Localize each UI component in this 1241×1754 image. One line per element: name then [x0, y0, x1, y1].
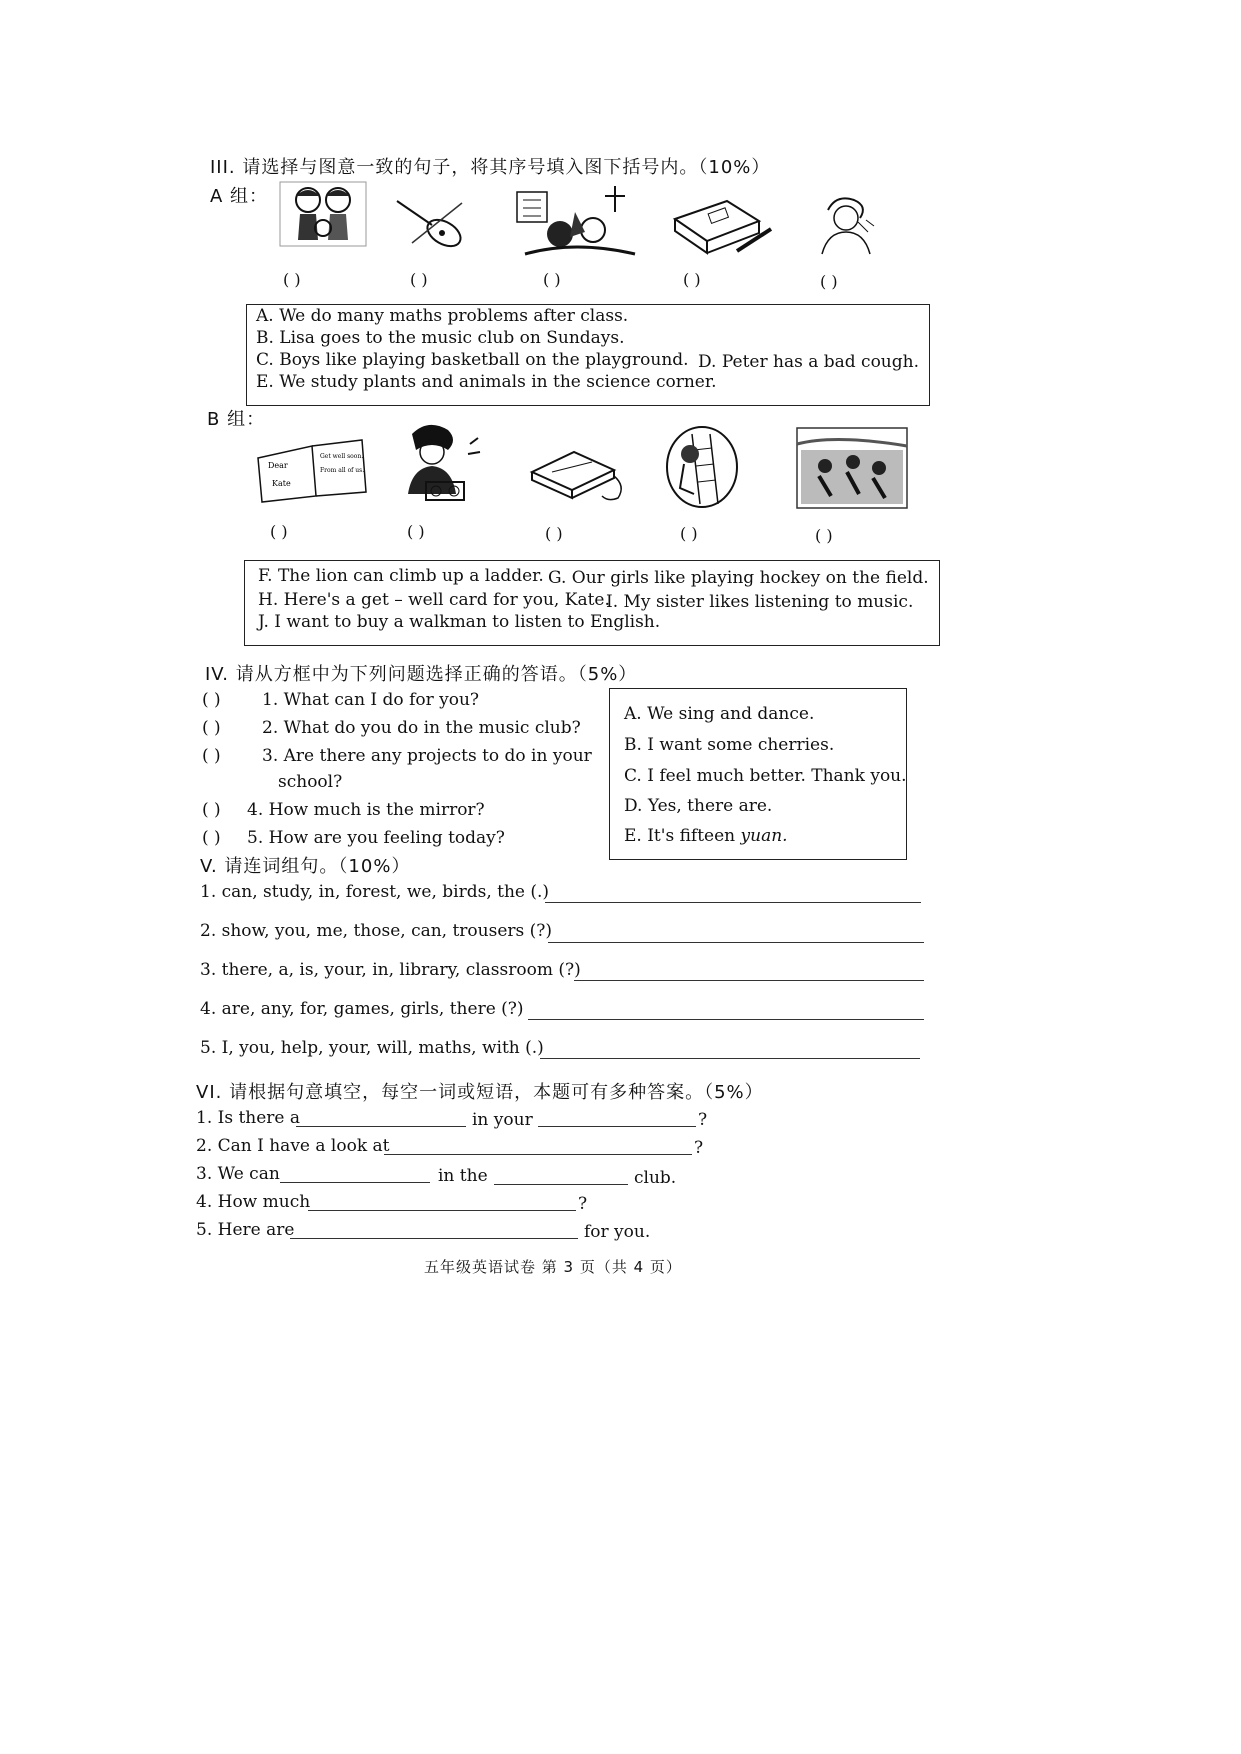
- lion-ladder-picture: [664, 424, 740, 510]
- girls-hockey-picture: [795, 426, 909, 510]
- reorder-answer-line-3[interactable]: [574, 980, 924, 981]
- reorder-answer-line-1[interactable]: [545, 902, 921, 903]
- fill-5-blank[interactable]: [290, 1238, 578, 1239]
- walkman-picture: [522, 442, 632, 504]
- section-4-heading: IV. 请从方框中为下列问题选择正确的答语。（5%）: [205, 664, 638, 685]
- reorder-item-1: 1. can, study, in, forest, we, birds, the (.): [200, 882, 550, 902]
- fill-4-blank[interactable]: [308, 1210, 576, 1211]
- fill-2-text-c: ?: [694, 1138, 704, 1158]
- fill-3-blank-1[interactable]: [280, 1182, 430, 1183]
- option-c: C. Boys like playing basketball on the playground.: [256, 350, 689, 370]
- violin-picture: [392, 193, 472, 251]
- question-3-cont: school?: [278, 772, 343, 792]
- coughing-boy-picture: [808, 192, 880, 258]
- answer-d: D. Yes, there are.: [624, 796, 773, 816]
- fill-1-blank-1[interactable]: [296, 1126, 466, 1127]
- card-dear-text: Dear: [268, 461, 288, 470]
- card-kate-text: Kate: [272, 479, 291, 488]
- option-a: A. We do many maths problems after class.: [256, 306, 629, 326]
- reorder-answer-line-2[interactable]: [548, 942, 924, 943]
- option-e: E. We study plants and animals in the science corner.: [256, 372, 717, 392]
- section-5-heading: V. 请连词组句。（10%）: [200, 856, 411, 877]
- answer-paren-b1[interactable]: ( ): [270, 522, 288, 541]
- basketball-boys-picture: [278, 180, 368, 248]
- option-f: F. The lion can climb up a ladder.: [258, 566, 544, 586]
- question-3: 3. Are there any projects to do in your: [262, 746, 592, 766]
- reorder-item-4: 4. are, any, for, games, girls, there (?): [200, 999, 524, 1019]
- fill-3-blank-2[interactable]: [494, 1184, 628, 1185]
- reorder-item-2: 2. show, you, me, those, can, trousers (?): [200, 921, 553, 941]
- fill-2-text-a: 2. Can I have a look at: [196, 1136, 390, 1156]
- fill-5-text-c: for you.: [584, 1222, 651, 1242]
- answer-paren-a1[interactable]: ( ): [283, 270, 301, 289]
- fill-4-text-a: 4. How much: [196, 1192, 311, 1212]
- q-paren-4[interactable]: ( ): [202, 800, 221, 820]
- option-h: H. Here's a get – well card for you, Kate.: [258, 590, 610, 610]
- fill-3-text-b: in the: [438, 1166, 488, 1186]
- answer-paren-a5[interactable]: ( ): [820, 272, 838, 291]
- fill-1-text-c: ?: [698, 1110, 708, 1130]
- reorder-item-3: 3. there, a, is, your, in, library, classroom (?): [200, 960, 581, 980]
- card-from-text: From all of us.: [320, 467, 365, 474]
- girl-listening-music-picture: [388, 420, 484, 506]
- section-3-heading: III. 请选择与图意一致的句子，将其序号填入图下括号内。（10%）: [210, 157, 771, 178]
- group-a-label: A 组：: [210, 186, 269, 207]
- fill-3-text-c: club.: [634, 1168, 677, 1188]
- q-paren-2[interactable]: ( ): [202, 718, 221, 738]
- fill-1-text-a: 1. Is there a: [196, 1108, 301, 1128]
- answer-paren-a2[interactable]: ( ): [410, 270, 428, 289]
- option-j: J. I want to buy a walkman to listen to English.: [258, 612, 661, 632]
- q-paren-3[interactable]: ( ): [202, 746, 221, 766]
- fill-5-text-a: 5. Here are: [196, 1220, 295, 1240]
- option-i: I. My sister likes listening to music.: [606, 592, 914, 612]
- question-5: 5. How are you feeling today?: [247, 828, 505, 848]
- fill-4-text-c: ?: [578, 1194, 588, 1214]
- answer-c: C. I feel much better. Thank you.: [624, 766, 907, 786]
- get-well-card-picture: [254, 436, 369, 504]
- answer-b: B. I want some cherries.: [624, 735, 835, 755]
- fill-3-text-a: 3. We can: [196, 1164, 280, 1184]
- question-2: 2. What do you do in the music club?: [262, 718, 581, 738]
- answer-e-italic: yuan.: [740, 826, 788, 846]
- answer-a: A. We sing and dance.: [624, 704, 815, 724]
- answer-paren-b3[interactable]: ( ): [545, 524, 563, 543]
- fill-1-blank-2[interactable]: [538, 1126, 696, 1127]
- answer-paren-b5[interactable]: ( ): [815, 526, 833, 545]
- question-1: 1. What can I do for you?: [262, 690, 480, 710]
- book-and-pen-picture: [667, 193, 777, 259]
- answer-e-text: E. It's fifteen: [624, 826, 741, 846]
- answer-paren-b2[interactable]: ( ): [407, 522, 425, 541]
- science-corner-picture: [515, 182, 640, 256]
- fill-2-blank[interactable]: [384, 1154, 692, 1155]
- option-g: G. Our girls like playing hockey on the field.: [548, 568, 929, 588]
- reorder-answer-line-4[interactable]: [528, 1019, 924, 1020]
- q-paren-1[interactable]: ( ): [202, 690, 221, 710]
- card-get-well-text: Get well soon.: [320, 453, 364, 460]
- question-4: 4. How much is the mirror?: [247, 800, 485, 820]
- q-paren-5[interactable]: ( ): [202, 828, 221, 848]
- reorder-item-5: 5. I, you, help, your, will, maths, with (.): [200, 1038, 544, 1058]
- answer-e: [624, 826, 788, 846]
- answer-paren-a3[interactable]: ( ): [543, 270, 561, 289]
- answer-paren-a4[interactable]: ( ): [683, 270, 701, 289]
- answer-paren-b4[interactable]: ( ): [680, 524, 698, 543]
- page-footer: 五年级英语试卷 第 3 页（共 4 页）: [424, 1258, 682, 1276]
- group-b-label: B 组：: [207, 409, 266, 430]
- option-d: D. Peter has a bad cough.: [698, 352, 919, 372]
- option-b: B. Lisa goes to the music club on Sundays.: [256, 328, 625, 348]
- section-6-heading: VI. 请根据句意填空，每空一词或短语，本题可有多种答案。（5%）: [196, 1082, 764, 1103]
- reorder-answer-line-5[interactable]: [540, 1058, 920, 1059]
- fill-1-text-b: in your: [472, 1110, 533, 1130]
